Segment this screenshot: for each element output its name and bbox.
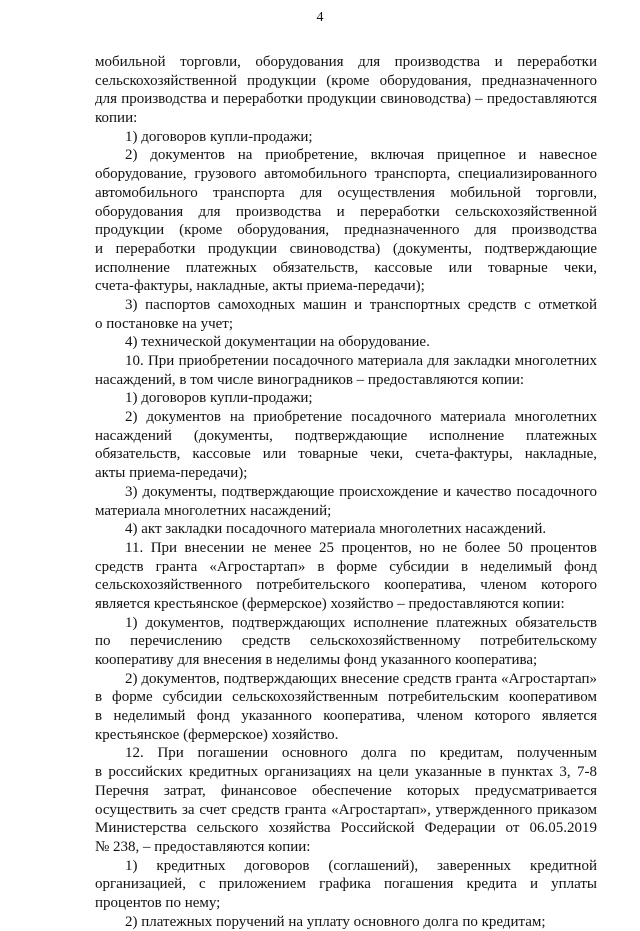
- text-line: Министерства сельского хозяйства Российской Федерации от 06.05.2019: [95, 820, 597, 837]
- text-line: средств гранта «Агростартап» в форме субсидии в неделимый фонд: [95, 558, 597, 575]
- text-line: 1) кредитных договоров (соглашений), заверенных кредитной: [125, 857, 597, 874]
- text-line: в форме субсидии сельскохозяйственным потребительским кооперативом: [95, 689, 597, 706]
- text-line: счета-фактуры, накладные, акты приема-передачи);: [95, 278, 425, 295]
- text-line: 3) документы, подтверждающие происхождение и качество посадочного: [125, 483, 597, 500]
- text-line: для производства и переработки продукции свиноводства) – предоставляются: [95, 91, 597, 108]
- text-line: исполнение платежных обязательств, кассовые или товарные чеки,: [95, 259, 597, 276]
- text-line: по перечислению средств сельскохозяйственному потребительскому: [95, 633, 597, 650]
- text-line: кооперативу для внесения в неделимы фонд указанного кооператива;: [95, 652, 538, 668]
- text-line: материала многолетних насаждений;: [95, 502, 332, 519]
- text-line: № 238, – предоставляются копии:: [95, 838, 311, 855]
- page-number: 4: [316, 10, 324, 25]
- text-line: копии:: [95, 110, 138, 127]
- text-line: осуществить за счет средств гранта «Агростартап», утвержденного приказом: [95, 801, 597, 818]
- text-line: 4) технической документации на оборудование.: [125, 334, 430, 351]
- text-line: и переработки продукции свиноводства) (документы, подтверждающие: [95, 240, 597, 257]
- text-line: насаждений (документы, подтверждающие исполнение платежных: [95, 427, 597, 444]
- text-line: сельскохозяйственного потребительского кооператива, членом которого: [95, 577, 597, 594]
- text-line: автомобильного транспорта для осуществления мобильной торговли,: [95, 184, 597, 201]
- text-line: 2) документов на приобретение, включая прицепное и навесное: [125, 147, 597, 164]
- text-line: Перечня затрат, финансовое обеспечение которых предусматривается: [95, 782, 597, 799]
- text-line: в неделимый фонд указанного кооператива, членом которого является: [95, 708, 597, 725]
- text-line: 1) договоров купли-продажи;: [125, 128, 313, 145]
- text-line: 1) договоров купли-продажи;: [125, 390, 313, 407]
- text-line: 4) акт закладки посадочного материала многолетних насаждений.: [125, 521, 547, 538]
- text-line: 11. При внесении не менее 25 процентов, но не более 50 процентов: [125, 539, 597, 556]
- text-line: организацией, с приложением графика погашения кредита и уплаты: [95, 876, 597, 893]
- text-line: 2) документов, подтверждающих внесение средств гранта «Агростартап»: [125, 670, 597, 687]
- text-line: 10. При приобретении посадочного материала для закладки многолетних: [125, 353, 597, 369]
- text-line: 2) документов на приобретение посадочного материала многолетних: [125, 409, 597, 426]
- text-line: насаждений, в том числе виноградников – предоставляются копии:: [95, 371, 525, 388]
- text-line: продукции (кроме оборудования, предназначенного для производства: [95, 222, 597, 239]
- text-line: сельскохозяйственной продукции (кроме оборудования, предназначенного: [95, 72, 597, 89]
- text-line: 12. При погашении основного долга по кредитам, полученным: [125, 745, 597, 762]
- text-line: 3) паспортов самоходных машин и транспортных средств с отметкой: [125, 296, 597, 313]
- document-body: [95, 53, 597, 931]
- text-line: 1) документов, подтверждающих исполнение платежных обязательств: [125, 614, 597, 631]
- text-line: оборудование, грузового автомобильного транспорта, специализированного: [95, 166, 597, 183]
- text-line: акты приема-передачи);: [95, 465, 248, 482]
- text-line: в российских кредитных организациях на цели указанные в пунктах 3, 7-8: [95, 764, 597, 781]
- text-line: о постановке на учет;: [95, 315, 233, 332]
- text-line: крестьянское (фермерское) хозяйство.: [95, 726, 339, 743]
- text-line: оборудования для производства и переработки сельскохозяйственной: [95, 203, 597, 220]
- text-line: мобильной торговли, оборудования для производства и переработки: [95, 54, 597, 70]
- text-line: 2) платежных поручений на уплату основного долга по кредитам;: [125, 913, 546, 930]
- text-line: является крестьянское (фермерское) хозяйство – предоставляются копии:: [95, 595, 565, 612]
- text-line: обязательств, кассовые или товарные чеки, счета-фактуры, накладные,: [95, 446, 597, 463]
- text-line: процентов по нему;: [95, 894, 221, 911]
